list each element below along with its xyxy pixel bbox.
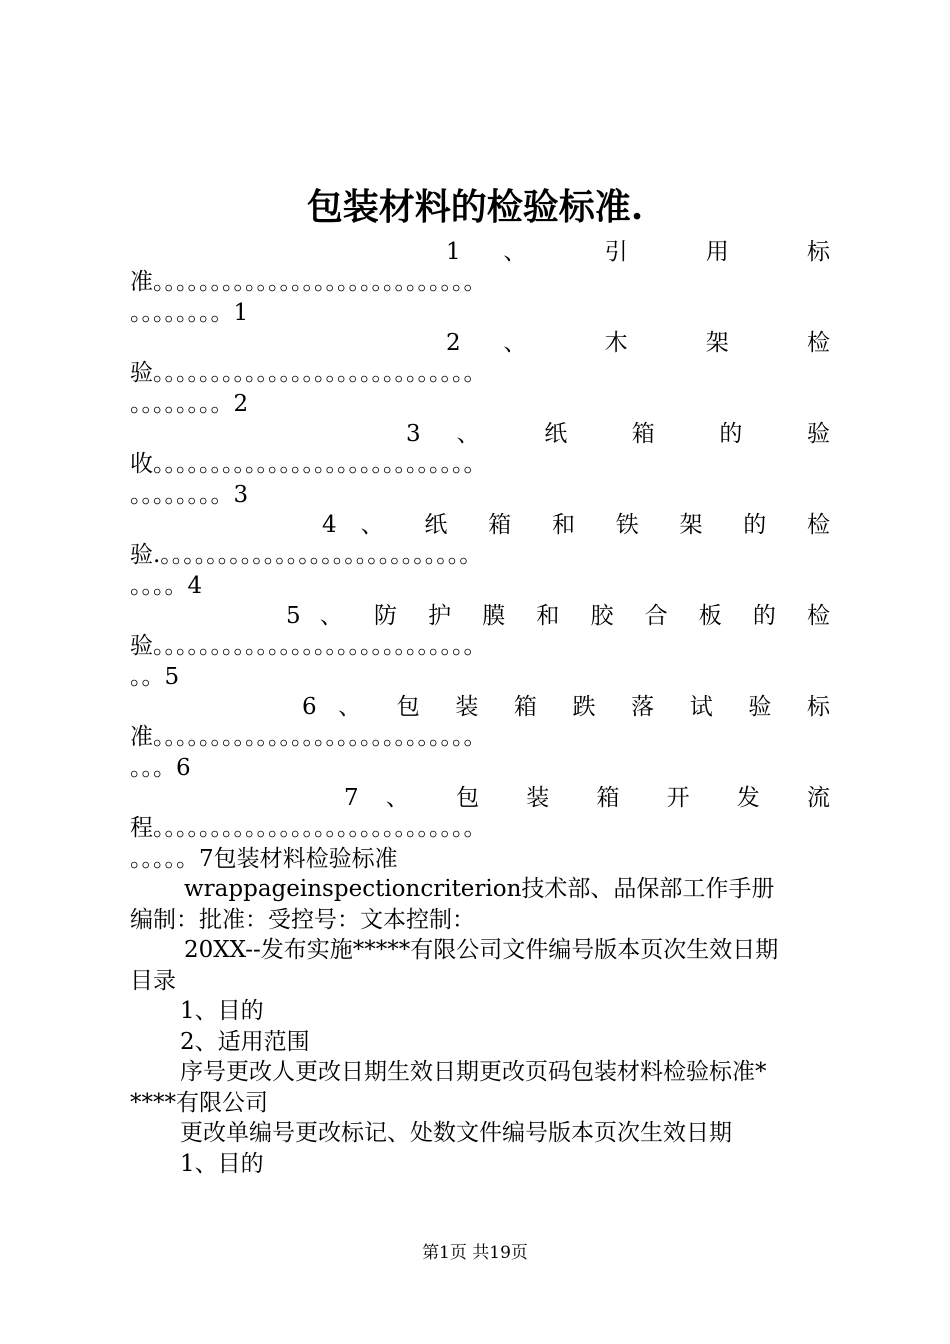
toc-leaders-4: 验.。。。。。。。。。。。。。。。。。。。。。。。。。。。 <box>130 542 483 568</box>
toc-heading-1: 1 、 引 用 标 <box>446 239 830 265</box>
toc-leaders-6: 准。。。。。。。。。。。。。。。。。。。。。。。。。。。。 <box>130 724 487 750</box>
body-line-8: ****有限公司 <box>130 1090 268 1116</box>
toc-heading-6: 6 、 包 装 箱 跌 落 试 验 标 <box>302 694 830 720</box>
page-title: 包装材料的检验标准. <box>306 186 644 228</box>
body-line-7: 序号更改人更改日期生效日期更改页码包装材料检验标准* <box>180 1059 767 1085</box>
toc-leaders-2: 验。。。。。。。。。。。。。。。。。。。。。。。。。。。。 <box>130 360 487 386</box>
body-line-1: wrappageinspectioncriterion技术部、品保部工作手册 <box>184 876 775 902</box>
body-line-5: 1、目的 <box>180 998 264 1024</box>
toc-tail-6: 。。。6 <box>130 755 191 781</box>
body-line-3: 20XX--发布实施*****有限公司文件编号版本页次生效日期 <box>184 937 779 963</box>
toc-tail-1: 。。。。。。。。1 <box>130 300 249 326</box>
page-footer: 第1页 共19页 <box>422 1243 528 1263</box>
toc-leaders-3: 收。。。。。。。。。。。。。。。。。。。。。。。。。。。。 <box>130 451 487 477</box>
toc-tail-3: 。。。。。。。。3 <box>130 482 249 508</box>
toc-heading-3: 3 、 纸 箱 的 验 <box>406 421 830 447</box>
toc-heading-5: 5 、 防 护 膜 和 胶 合 板 的 检 <box>286 603 830 629</box>
body-line-9: 更改单编号更改标记、处数文件编号版本页次生效日期 <box>180 1120 732 1146</box>
toc-heading-2: 2 、 木 架 检 <box>446 330 830 356</box>
toc-tail-7: 。。。。。7包装材料检验标准 <box>130 846 398 872</box>
toc-leaders-5: 验。。。。。。。。。。。。。。。。。。。。。。。。。。。。 <box>130 633 487 659</box>
body-line-2: 编制：批准：受控号：文本控制： <box>130 907 475 933</box>
body-line-6: 2、适用范围 <box>180 1029 310 1055</box>
body-line-10: 1、目的 <box>180 1151 264 1177</box>
body-line-4: 目录 <box>130 968 176 994</box>
toc-leaders-1: 准。。。。。。。。。。。。。。。。。。。。。。。。。。。。 <box>130 269 487 295</box>
toc-tail-4: 。。。。4 <box>130 573 203 599</box>
toc-tail-2: 。。。。。。。。2 <box>130 391 249 417</box>
toc-tail-5: 。。5 <box>130 664 180 690</box>
toc-leaders-7: 程。。。。。。。。。。。。。。。。。。。。。。。。。。。。 <box>130 815 487 841</box>
toc-heading-4: 4 、 纸 箱 和 铁 架 的 检 <box>322 512 830 538</box>
toc-heading-7: 7 、 包 装 箱 开 发 流 <box>344 785 830 811</box>
